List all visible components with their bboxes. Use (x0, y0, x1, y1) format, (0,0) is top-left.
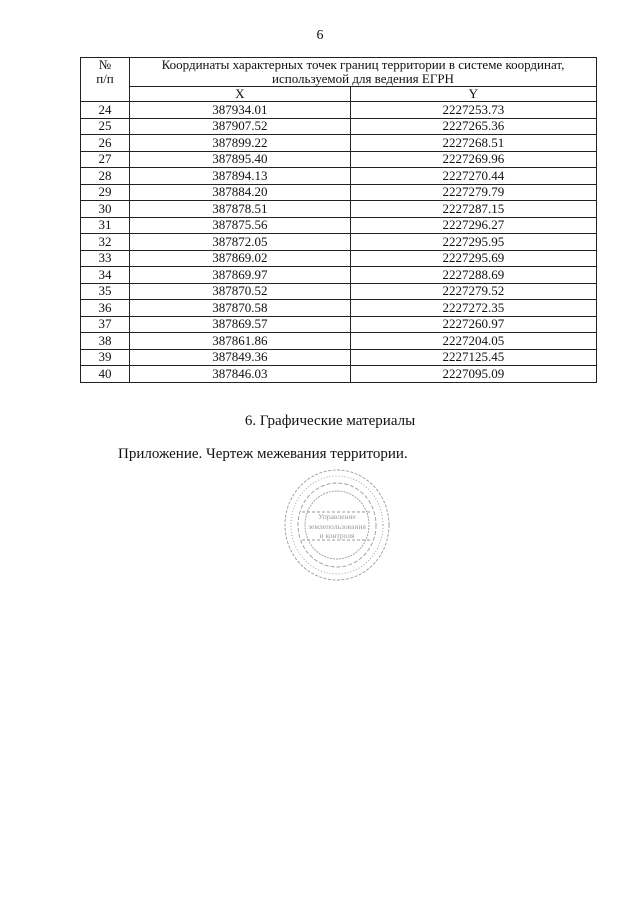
coordinates-table (80, 57, 597, 383)
table-row (81, 333, 597, 350)
cell-point-number: 38 (81, 333, 130, 350)
cell-y-coordinate: 2227260.97 (350, 316, 596, 333)
column-header-number (81, 58, 130, 102)
table-row (81, 300, 597, 317)
cell-y-coordinate: 2227287.15 (350, 201, 596, 218)
number-symbol: № (98, 57, 112, 72)
cell-point-number: 32 (81, 234, 130, 251)
cell-point-number: 29 (81, 184, 130, 201)
cell-y-coordinate: 2227272.35 (350, 300, 596, 317)
coords-header-line-1: Координаты характерных точек границ территории в системе координат, (161, 57, 565, 72)
stamp-text-line-2: землепользования (308, 522, 366, 531)
section-title: 6. Графические материалы (244, 413, 416, 429)
cell-point-number: 26 (81, 135, 130, 152)
cell-x-coordinate: 387870.58 (130, 300, 351, 317)
cell-x-coordinate: 387846.03 (130, 366, 351, 383)
cell-x-coordinate: 387869.57 (130, 316, 351, 333)
cell-point-number: 39 (81, 349, 130, 366)
table-row (81, 217, 597, 234)
official-stamp-seal (282, 468, 392, 583)
cell-point-number: 28 (81, 168, 130, 185)
cell-point-number: 27 (81, 151, 130, 168)
table-row (81, 135, 597, 152)
cell-y-coordinate: 2227279.52 (350, 283, 596, 300)
table-row (81, 283, 597, 300)
table-row (81, 102, 597, 119)
cell-point-number: 40 (81, 366, 130, 383)
table-body (81, 102, 597, 383)
table-header-row (81, 58, 597, 87)
cell-y-coordinate: 2227095.09 (350, 366, 596, 383)
cell-y-coordinate: 2227279.79 (350, 184, 596, 201)
cell-point-number: 37 (81, 316, 130, 333)
cell-x-coordinate: 387869.97 (130, 267, 351, 284)
number-abbrev: п/п (96, 71, 114, 86)
page-number: 6 (316, 28, 324, 43)
cell-y-coordinate: 2227268.51 (350, 135, 596, 152)
cell-x-coordinate: 387934.01 (130, 102, 351, 119)
column-header-y: Y (350, 87, 596, 102)
cell-y-coordinate: 2227270.44 (350, 168, 596, 185)
appendix-text: Приложение. Чертеж межевания территории. (118, 446, 408, 462)
cell-x-coordinate: 387884.20 (130, 184, 351, 201)
cell-point-number: 25 (81, 118, 130, 135)
cell-point-number: 33 (81, 250, 130, 267)
table-row (81, 201, 597, 218)
cell-x-coordinate: 387899.22 (130, 135, 351, 152)
table-row (81, 151, 597, 168)
cell-y-coordinate: 2227296.27 (350, 217, 596, 234)
stamp-text-line-1: Управление (318, 512, 356, 521)
cell-x-coordinate: 387869.02 (130, 250, 351, 267)
cell-x-coordinate: 387878.51 (130, 201, 351, 218)
cell-y-coordinate: 2227204.05 (350, 333, 596, 350)
cell-point-number: 30 (81, 201, 130, 218)
table-row (81, 168, 597, 185)
cell-point-number: 24 (81, 102, 130, 119)
table-row (81, 250, 597, 267)
cell-x-coordinate: 387861.86 (130, 333, 351, 350)
cell-y-coordinate: 2227253.73 (350, 102, 596, 119)
cell-x-coordinate: 387870.52 (130, 283, 351, 300)
table-row (81, 316, 597, 333)
table-row (81, 234, 597, 251)
cell-point-number: 36 (81, 300, 130, 317)
cell-y-coordinate: 2227265.36 (350, 118, 596, 135)
cell-x-coordinate: 387895.40 (130, 151, 351, 168)
column-header-x: X (130, 87, 351, 102)
cell-point-number: 34 (81, 267, 130, 284)
cell-y-coordinate: 2227125.45 (350, 349, 596, 366)
table-row (81, 184, 597, 201)
cell-x-coordinate: 387907.52 (130, 118, 351, 135)
table-row (81, 267, 597, 284)
cell-x-coordinate: 387894.13 (130, 168, 351, 185)
cell-point-number: 35 (81, 283, 130, 300)
coords-header-line-2: используемой для ведения ЕГРН (272, 71, 454, 86)
cell-y-coordinate: 2227269.96 (350, 151, 596, 168)
table-row (81, 366, 597, 383)
cell-point-number: 31 (81, 217, 130, 234)
table-row (81, 118, 597, 135)
cell-x-coordinate: 387875.56 (130, 217, 351, 234)
stamp-text-line-3: и контроля (319, 531, 355, 540)
cell-y-coordinate: 2227295.95 (350, 234, 596, 251)
column-header-coordinates (130, 58, 597, 87)
table-axis-header-row (81, 87, 597, 102)
cell-y-coordinate: 2227288.69 (350, 267, 596, 284)
table-row (81, 349, 597, 366)
cell-x-coordinate: 387849.36 (130, 349, 351, 366)
cell-y-coordinate: 2227295.69 (350, 250, 596, 267)
cell-x-coordinate: 387872.05 (130, 234, 351, 251)
